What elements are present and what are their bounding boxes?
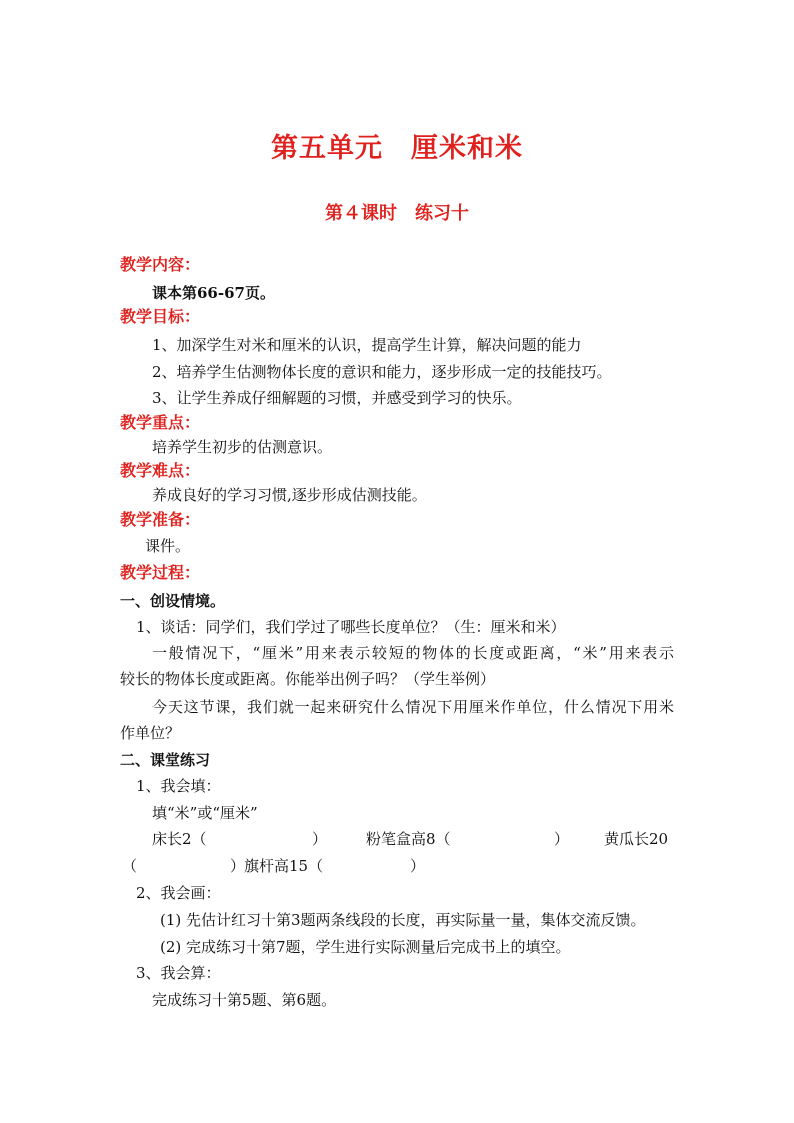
fill-bed-label: 床长2（ [152, 830, 207, 848]
fill-cucumber-close: ） [230, 857, 246, 875]
fill-box-close: ） [554, 830, 570, 848]
fill-cucumber-label: 黄瓜长20 [604, 830, 669, 848]
lesson-subtitle: 第４课时 练习十 [325, 203, 469, 224]
s2-draw-2: (2) 完成练习十第7题，学生进行实际测量后完成书上的填空。 [160, 938, 571, 956]
goal-item: 3、让学生养成仔细解题的习惯，并感受到学习的快乐。 [152, 389, 522, 407]
s1-para1-line2: 较长的物体长度或距离。你能举出例子吗？（学生举例） [120, 670, 496, 688]
fill-flag-close: ） [410, 857, 426, 875]
s2-draw-1: (1) 先估计红习十第3题两条线段的长度，再实际量一量，集体交流反馈。 [160, 911, 646, 929]
content-heading: 教学内容： [120, 255, 201, 274]
page-title: 第五单元 厘米和米 [271, 133, 523, 164]
s1-talk: 1、谈话：同学们，我们学过了哪些长度单位？（生：厘米和米） [136, 618, 566, 636]
fill-flag-label: 旗杆高15（ [244, 857, 324, 875]
goals-heading: 教学目标： [120, 307, 201, 326]
section-1-title: 一、创设情境。 [120, 592, 226, 610]
preparation-text: 课件。 [145, 537, 191, 555]
content-text: 课本第66-67页。 [152, 284, 275, 302]
section-2-title: 二、课堂练习 [120, 751, 211, 769]
process-heading: 教学过程： [120, 563, 201, 582]
s1-para2-line2: 作单位？ [120, 724, 181, 742]
fill-bed-close: ） [312, 830, 328, 848]
s1-para2-line1: 今天这节课，我们就一起来研究什么情况下用厘米作单位，什么情况下用米 [152, 698, 674, 716]
s2-item-3: 3、我会算： [136, 964, 221, 982]
key-point-heading: 教学重点： [120, 413, 201, 432]
goal-item: 2、培养学生估测物体长度的意识和能力，逐步形成一定的技能技巧。 [152, 363, 612, 381]
s2-calc: 完成练习十第5题、第6题。 [152, 991, 337, 1009]
s2-item-2: 2、我会画： [136, 884, 221, 902]
preparation-heading: 教学准备： [120, 510, 201, 529]
fill-prompt: 填“米”或“厘米” [152, 804, 258, 822]
difficulty-heading: 教学难点： [120, 461, 201, 480]
difficulty-text: 养成良好的学习习惯,逐步形成估测技能。 [152, 486, 427, 504]
fill-box-label: 粉笔盒高8（ [366, 830, 451, 848]
key-point-text: 培养学生初步的估测意识。 [152, 438, 333, 456]
goal-item: 1、加深学生对米和厘米的认识，提高学生计算，解决问题的能力 [152, 336, 582, 354]
fill-cucumber-open: （ [122, 857, 138, 875]
s2-item-1: 1、我会填： [136, 777, 221, 795]
s1-para1-line1: 一般情况下，“厘米”用来表示较短的物体的长度或距离，“米”用来表示 [152, 644, 674, 662]
